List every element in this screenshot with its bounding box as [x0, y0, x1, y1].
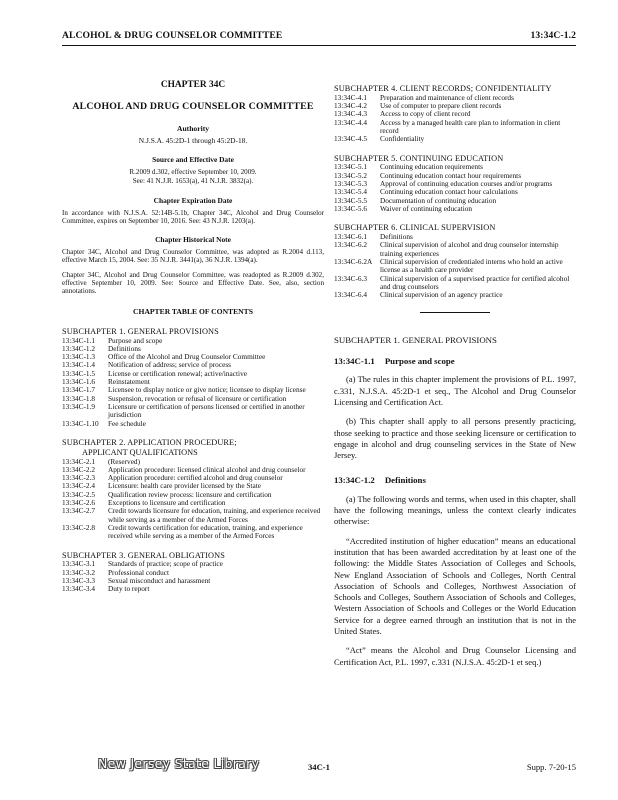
toc-entry-number: 13:34C-2.5 [62, 489, 96, 499]
section-divider [420, 312, 490, 313]
toc-entry-number: 13:34C-2.7 [62, 506, 96, 516]
toc-entry-number: 13:34C-5.5 [334, 195, 368, 205]
toc-entry-number: 13:34C-3.2 [62, 567, 96, 577]
toc-entry-title: Duty to report [108, 584, 150, 594]
toc-entry-number: 13:34C-6.2A [334, 257, 373, 267]
section-1-1-title: Purpose and scope [384, 355, 455, 366]
toc-entry-title: Access by a managed health care plan to information in client record [380, 117, 561, 136]
toc-entry-title: Exceptions to licensure and certification [108, 498, 226, 508]
toc-entry-title: Suspension, revocation or refusal of licensure or certification [108, 393, 287, 403]
toc-entry-title: Clinical supervision of a supervised practice for certified alcohol and drug counselors [380, 273, 570, 291]
toc-entry-title: Continuing education contact hour calculations [380, 187, 518, 197]
toc-entry-title: License or certification renewal; active/inactive [108, 368, 247, 378]
toc-entry-number: 13:34C-6.3 [334, 273, 368, 283]
toc-entry-title: Licensure: health care provider licensed by the State [108, 481, 261, 491]
toc-entry-number: 13:34C-1.6 [62, 377, 96, 387]
toc-entry-number: 13:34C-6.4 [334, 290, 368, 300]
toc-entry-title: Clinical supervision of credentialed interns who hold an active license as a health care provider [380, 257, 563, 275]
toc-entry-number: 13:34C-1.2 [62, 343, 96, 353]
running-header-section: 13:34C-1.2 [530, 30, 576, 41]
toc-entry-number: 13:34C-5.2 [334, 170, 368, 180]
toc-entry [334, 241, 576, 258]
toc-entry-number: 13:34C-4.2 [334, 101, 368, 111]
chapter-number: CHAPTER 34C [160, 80, 226, 90]
section-1-2-para-a: (a) The following words and terms, when used in this chapter, shall have the following meanings, unless the context clearly indicates otherwise: [334, 493, 576, 527]
chapter-title: ALCOHOL AND DRUG COUNSELOR COMMITTEE [72, 101, 314, 113]
toc-entry-title: Credit towards licensure for education, training, and experience received while serving as a member of the Armed Forces [108, 506, 321, 524]
toc-entry-title: Clinical supervision of alcohol and drug counselor internship training experiences [380, 240, 559, 258]
right-column [334, 62, 576, 668]
toc-subchapter-2-list [62, 458, 324, 541]
toc-entry-title: Professional conduct [108, 567, 169, 577]
toc-subchapter-6-list [334, 233, 576, 300]
source-heading: Source and Effective Date [152, 155, 234, 165]
page-number: 34C-1 [308, 762, 330, 772]
toc-entry-title: Confidentiality [380, 134, 425, 144]
toc-entry [62, 577, 324, 585]
toc-entry-number: 13:34C-4.1 [334, 92, 368, 102]
toc-entry-number: 13:34C-1.5 [62, 368, 96, 378]
toc-entry-number: 13:34C-4.5 [334, 134, 368, 144]
toc-entry [62, 370, 324, 378]
toc-entry-number: 13:34C-2.1 [62, 456, 96, 466]
toc-subchapter-2-heading-cont: APPLICANT QUALIFICATIONS [82, 447, 198, 457]
toc-subchapter-4-list [334, 94, 576, 144]
toc-entry [62, 337, 324, 345]
running-header-title: ALCOHOL & DRUG COUNSELOR COMMITTEE [62, 30, 283, 41]
toc-entry-number: 13:34C-6.1 [334, 232, 368, 242]
authority-text: N.J.S.A. 45:2D-1 through 45:2D-18. [138, 135, 248, 145]
toc-entry [334, 258, 576, 275]
toc-entry-title: Credit towards certification for education, training, and experience received while serving as a member of the Armed Forces [108, 523, 303, 541]
toc-entry [62, 585, 324, 593]
body-subchapter-heading: SUBCHAPTER 1. GENERAL PROVISIONS [334, 334, 497, 345]
toc-entry-number: 13:34C-5.4 [334, 187, 368, 197]
supplement-date: Supp. 7-20-15 [526, 762, 576, 772]
toc-subchapter-3-heading: SUBCHAPTER 3. GENERAL OBLIGATIONS [62, 550, 225, 560]
history-paragraph-2: Chapter 34C, Alcohol and Drug Counselor Committee, was readopted as R.2009 d.302, effective September 10, 2009. See: Source and Effective Date. See, also, section annotations. [62, 270, 324, 296]
toc-entry-number: 13:34C-1.7 [62, 385, 96, 395]
toc-entry [62, 560, 324, 568]
toc-entry [334, 275, 576, 292]
toc-entry-title: Standards of practice; scope of practice [108, 559, 223, 569]
toc-subchapter-5-list [334, 163, 576, 213]
section-1-1-heading [334, 356, 576, 366]
toc-subchapter-1-list [62, 337, 324, 428]
toc-entry-title: Notification of address; service of process [108, 360, 231, 370]
toc-heading: CHAPTER TABLE OF CONTENTS [133, 306, 253, 316]
expiration-heading: Chapter Expiration Date [153, 195, 233, 205]
source-line-2: See: 41 N.J.R. 1653(a), 41 N.J.R. 3832(a). [132, 177, 254, 186]
toc-entry [334, 135, 576, 143]
toc-subchapter-3-list [62, 560, 324, 593]
toc-subchapter-1-heading: SUBCHAPTER 1. GENERAL PROVISIONS [62, 326, 219, 336]
toc-subchapter-4-heading: SUBCHAPTER 4. CLIENT RECORDS; CONFIDENTIALITY [334, 84, 552, 93]
toc-entry-number: 13:34C-5.6 [334, 204, 368, 213]
toc-entry-number: 13:34C-1.8 [62, 393, 96, 403]
toc-entry-number: 13:34C-2.4 [62, 481, 96, 491]
section-1-1-para-b: (b) This chapter shall apply to all persons presently practicing, those seeking to practice and those seeking licensure or certification to engage in alcohol and drug counseling services in the State of New Jersey. [334, 416, 576, 461]
toc-entry-number: 13:34C-2.3 [62, 473, 96, 483]
toc-entry-title: Approval of continuing education courses and/or programs [380, 179, 553, 189]
section-1-2-title: Definitions [384, 475, 426, 486]
toc-entry-number: 13:34C-1.9 [62, 402, 96, 411]
section-1-2-heading [334, 475, 576, 485]
toc-entry-number: 13:34C-5.3 [334, 179, 368, 189]
toc-entry-title: Sexual misconduct and harassment [108, 576, 211, 586]
history-paragraph-1: Chapter 34C, Alcohol and Drug Counselor Committee, was adopted as R.2004 d.113, effective March 15, 2004. See: 35 N.J.R. 3441(a), 36 N.J.R. 1394(a). [62, 247, 324, 265]
toc-entry-title: Continuing education requirements [380, 162, 483, 172]
definition-act: “Act” means the Alcohol and Drug Counselor Licensing and Certification Act, P.L. 1997, c.331 (N.J.S.A. 45:2D-1 et seq.) [334, 645, 576, 667]
toc-entry-title: Access to copy of client record [380, 109, 471, 119]
section-1-1-para-a: (a) The rules in this chapter implement the provisions of P.L. 1997, c.331, N.J.S.A. 45:2D-1 et seq., The Alcohol and Drug Counselor Licensing and Certification Act. [334, 374, 576, 407]
toc-entry-title: Preparation and maintenance of client records [380, 92, 514, 102]
toc-entry-title: Purpose and scope [108, 335, 163, 345]
toc-entry-title: Waiver of continuing education [380, 204, 473, 213]
toc-entry-number: 13:34C-1.10 [62, 418, 99, 428]
toc-entry [334, 119, 576, 136]
toc-entry [62, 507, 324, 524]
toc-entry-title: Application procedure: certified alcohol and drug counselor [108, 473, 283, 483]
toc-entry-title: Licensee to display notice or give notice; licensee to display license [108, 385, 306, 395]
history-heading: Chapter Historical Note [155, 235, 231, 245]
toc-subchapter-6-heading: SUBCHAPTER 6. CLINICAL SUPERVISION [334, 223, 496, 233]
toc-entry-title: Reinstatement [108, 377, 150, 387]
toc-entry-title: Clinical supervision of an agency practice [380, 290, 503, 300]
section-1-1-number: 13:34C-1.1 [334, 355, 375, 366]
toc-entry-number: 13:34C-3.3 [62, 576, 96, 586]
toc-entry-number: 13:34C-1.3 [62, 352, 96, 362]
source-line-1: R.2009 d.302, effective September 10, 2009. [129, 168, 257, 177]
toc-entry-number: 13:34C-2.2 [62, 464, 96, 474]
toc-entry-title: Licensure or certification of persons licensed or certified in another jurisdiction [108, 402, 305, 420]
toc-entry-number: 13:34C-5.1 [334, 162, 368, 172]
toc-entry-number: 13:34C-6.2 [334, 240, 368, 250]
toc-entry-title: Documentation of continuing education [380, 195, 497, 205]
toc-entry-title: Fee schedule [108, 418, 146, 428]
toc-entry-number: 13:34C-4.3 [334, 109, 368, 119]
running-header [62, 30, 576, 46]
definition-accredited-institution: “Accredited institution of higher education” means an educational institution that has been awarded accreditation by at least one of the following: the Middle States Association of Colleges and Schools, New England Association of Schools and Colleges, North Central Association of Schools and Colleges, Northwest Association of Schools and Colleges, Southern Association of Schools and Colleges, Western Association of Schools and Colleges or the World Education Service for a degree earned through an institution that is not in the United States. [334, 535, 576, 637]
toc-entry-title: Use of computer to prepare client records [380, 101, 502, 111]
library-watermark: New Jersey State Library [98, 756, 260, 771]
section-1-2-number: 13:34C-1.2 [334, 475, 375, 486]
authority-heading: Authority [176, 123, 210, 133]
toc-entry-number: 13:34C-4.4 [334, 117, 368, 127]
toc-entry [334, 291, 576, 299]
toc-entry-number: 13:34C-2.6 [62, 498, 96, 508]
toc-entry-title: Qualification review process: licensure and certification [108, 489, 272, 499]
toc-entry-number: 13:34C-3.1 [62, 559, 96, 569]
toc-subchapter-5-heading: SUBCHAPTER 5. CONTINUING EDUCATION [334, 153, 504, 163]
toc-entry-title: Continuing education contact hour requirements [380, 170, 522, 180]
toc-entry-title: Definitions [108, 343, 141, 353]
toc-entry-number: 13:34C-2.8 [62, 523, 96, 532]
toc-entry [62, 524, 324, 541]
toc-entry [62, 403, 324, 420]
toc-entry-number: 13:34C-1.1 [62, 335, 96, 345]
toc-entry-number: 13:34C-3.4 [62, 584, 96, 594]
toc-entry-title: Application procedure: licensed clinical alcohol and drug counselor [108, 464, 306, 474]
toc-entry [62, 420, 324, 428]
page-footer [62, 758, 576, 778]
left-column [62, 62, 324, 594]
toc-entry [334, 205, 576, 213]
expiration-text: In accordance with N.J.S.A. 52:14B-5.1b, Chapter 34C, Alcohol and Drug Counselor Committee, expires on September 10, 2016. See: 43 N.J.R. 1203(a). [62, 208, 324, 225]
toc-entry-title: Office of the Alcohol and Drug Counselor Committee [108, 352, 266, 362]
toc-entry-number: 13:34C-1.4 [62, 360, 96, 370]
toc-entry-title: (Reserved) [108, 456, 141, 466]
toc-subchapter-2-heading: SUBCHAPTER 2. APPLICATION PROCEDURE; [62, 437, 237, 447]
toc-entry-title: Definitions [380, 232, 413, 242]
